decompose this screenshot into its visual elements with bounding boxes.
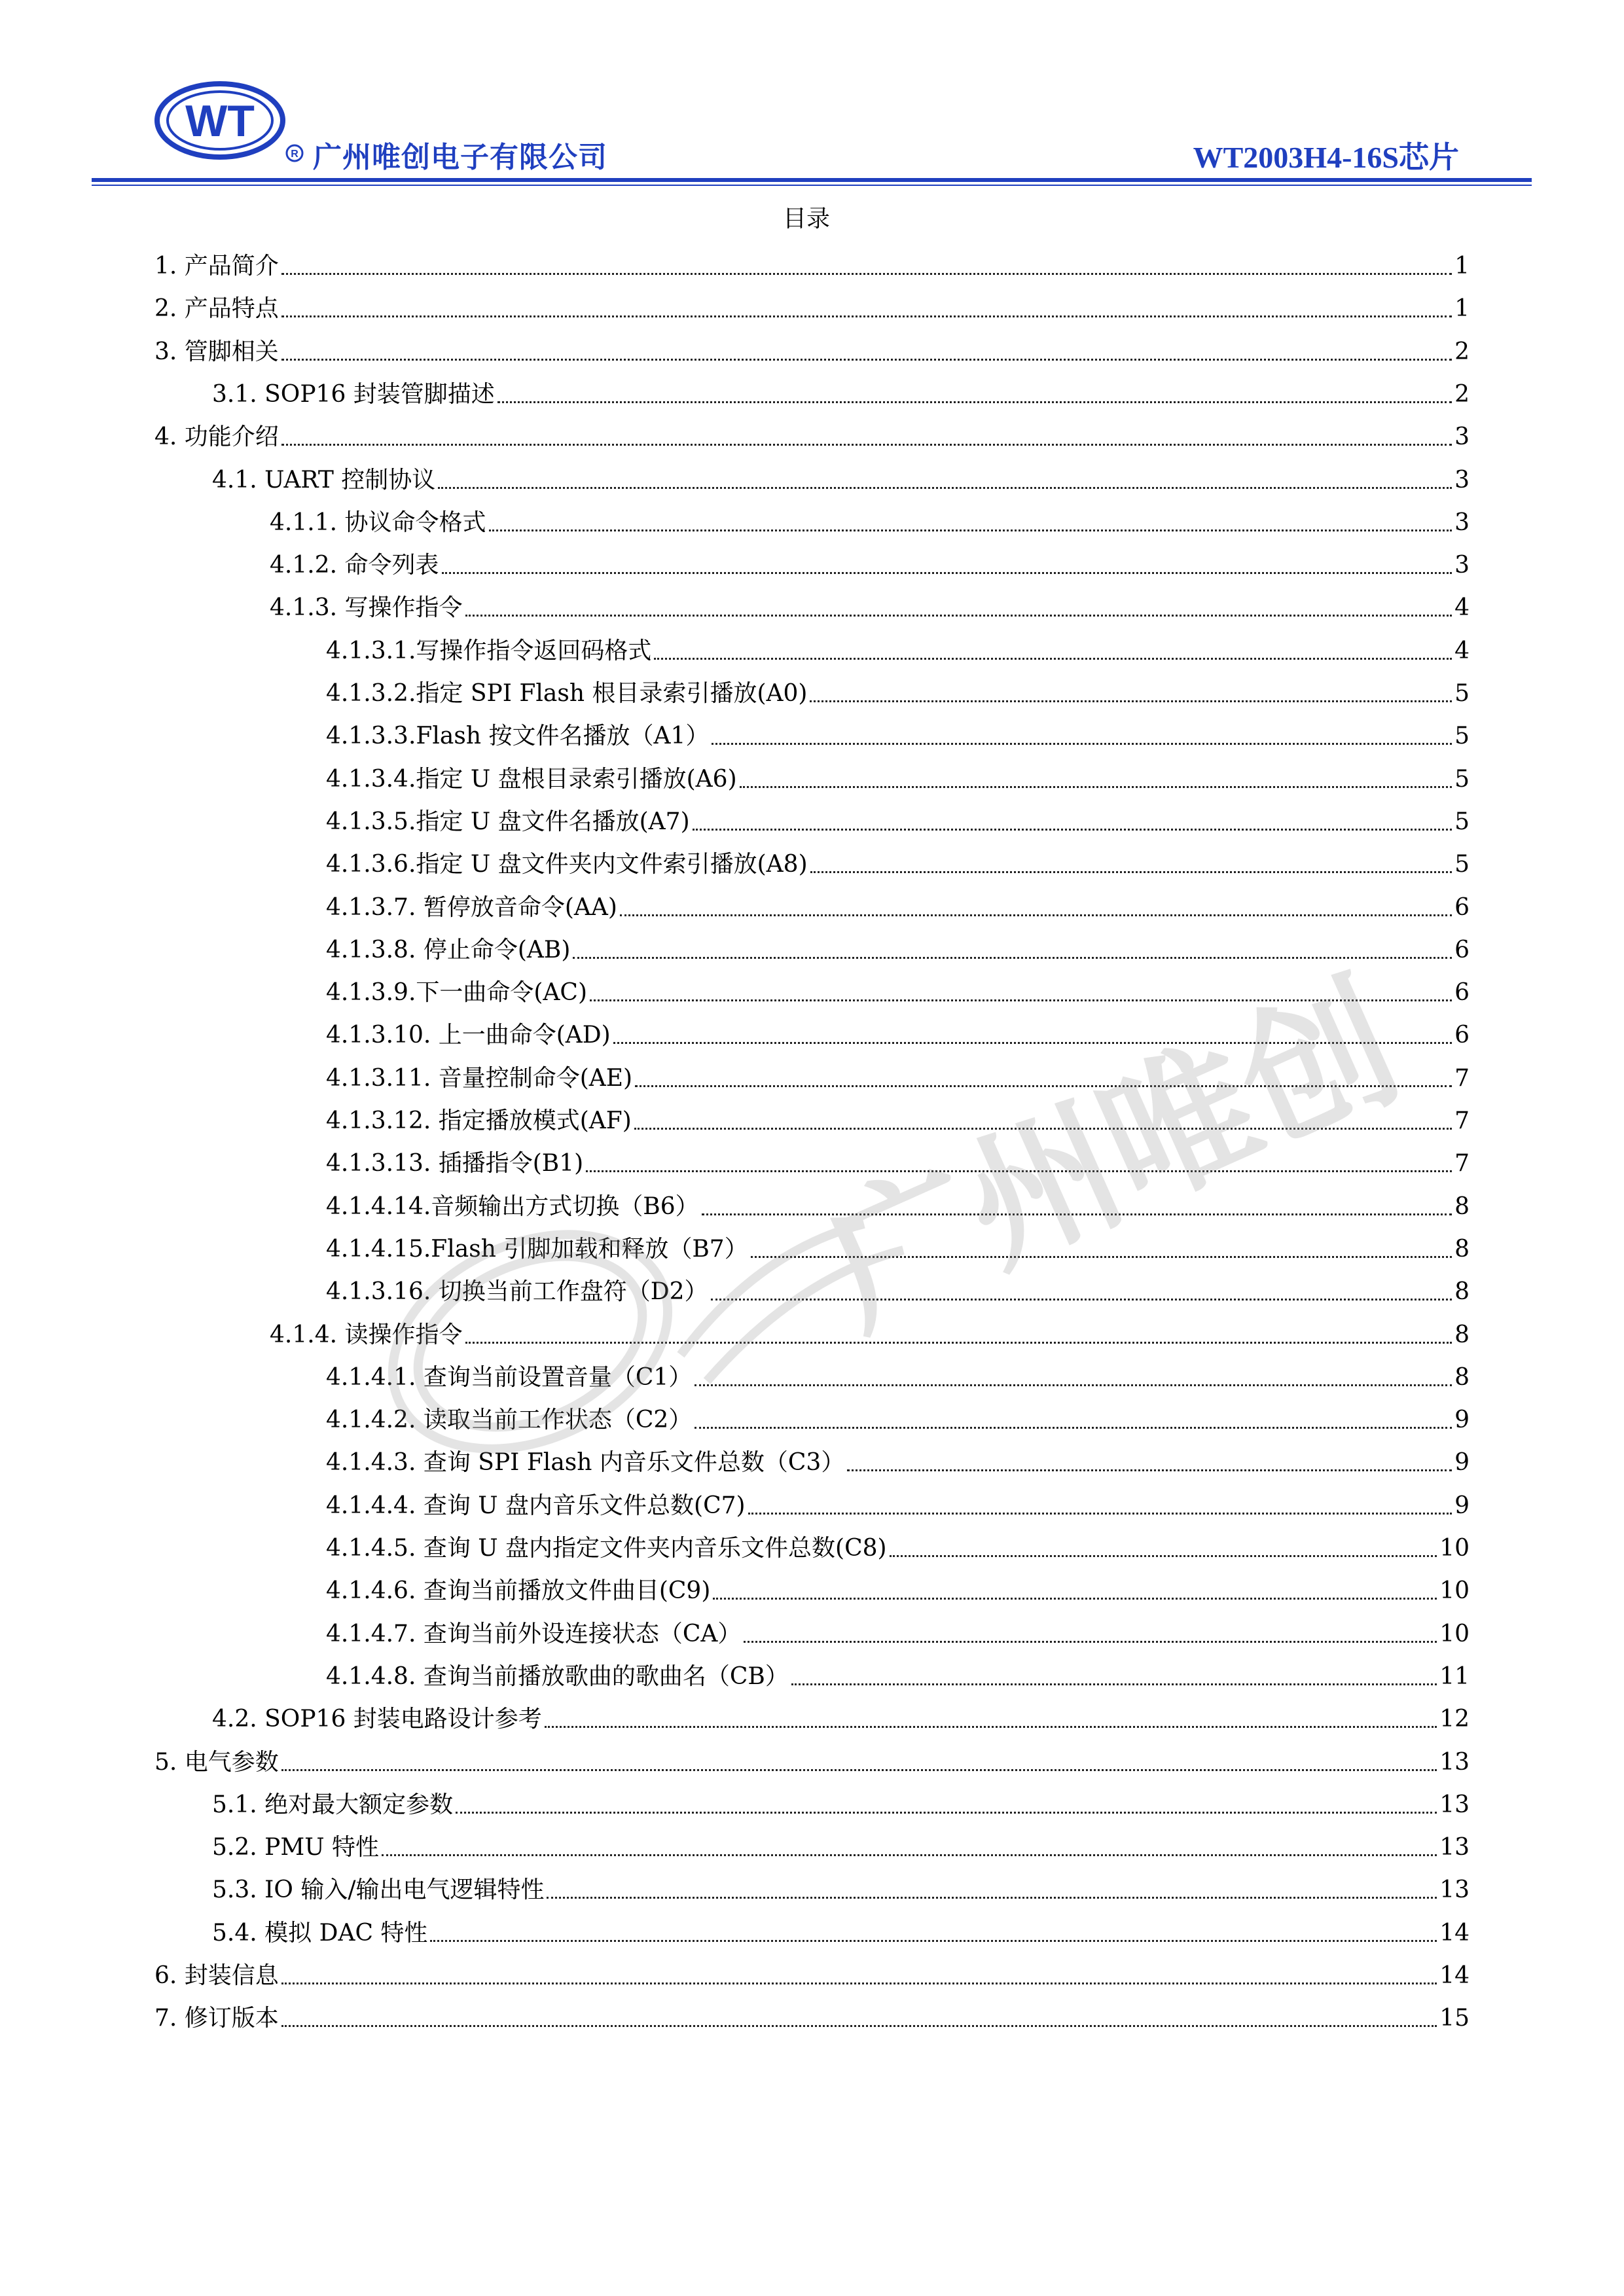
toc-dot-leader <box>442 572 1453 574</box>
toc-entry[interactable] <box>0 798 1470 837</box>
toc-dot-leader <box>281 315 1452 317</box>
toc-entry[interactable] <box>0 627 1470 666</box>
toc-dot-leader <box>613 1042 1452 1044</box>
toc-entry-page-number: 5 <box>1454 851 1470 878</box>
toc-entry-label: 4.1.3.10. 上一曲命令(AD) <box>326 1022 611 1049</box>
toc-entry[interactable] <box>0 1139 1470 1179</box>
toc-entry[interactable] <box>0 1011 1470 1050</box>
toc-entry[interactable] <box>0 884 1470 923</box>
toc-entry[interactable] <box>0 1994 1470 2034</box>
toc-entry-label: 4.1.3.12. 指定播放模式(AF) <box>326 1107 632 1134</box>
toc-dot-leader <box>791 1683 1437 1685</box>
toc-entry-page-number: 2 <box>1454 338 1470 365</box>
toc-dot-leader <box>693 829 1452 831</box>
toc-dot-leader <box>620 914 1452 916</box>
toc-entry-page-number: 10 <box>1439 1621 1470 1647</box>
toc-entry[interactable] <box>0 456 1470 495</box>
toc-entry-page-number: 8 <box>1454 1364 1470 1391</box>
company-name: 广州唯创电子有限公司 <box>313 141 607 174</box>
toc-entry-page-number: 11 <box>1439 1663 1470 1690</box>
toc-entry[interactable] <box>0 242 1470 281</box>
toc-entry[interactable] <box>0 755 1470 795</box>
toc-entry-page-number: 13 <box>1439 1791 1470 1818</box>
toc-entry[interactable] <box>0 1823 1470 1863</box>
toc-dot-leader <box>545 1726 1437 1728</box>
toc-entry-label: 5. 电气参数 <box>154 1749 279 1776</box>
toc-entry[interactable] <box>0 1439 1470 1478</box>
toc-dot-leader <box>744 1641 1437 1643</box>
toc-entry-label: 4.1.4.7. 查询当前外设连接状态（CA） <box>326 1621 742 1647</box>
toc-entry[interactable] <box>0 499 1470 538</box>
toc-entry-label: 4.1.3.4.指定 U 盘根目录索引播放(A6) <box>326 766 737 793</box>
toc-entry-label: 4.1.3.8. 停止命令(AB) <box>326 937 571 963</box>
toc-entry-label: 4.1. UART 控制协议 <box>212 467 436 493</box>
toc-entry-label: 5.1. 绝对最大额定参数 <box>212 1791 454 1818</box>
toc-entry[interactable] <box>0 1695 1470 1734</box>
toc-entry-page-number: 6 <box>1454 979 1470 1006</box>
toc-dot-leader <box>751 1256 1452 1258</box>
toc-entry[interactable] <box>0 1482 1470 1521</box>
toc-entry-label: 1. 产品简介 <box>154 253 279 279</box>
toc-dot-leader <box>465 1342 1453 1344</box>
toc-dot-leader <box>281 444 1452 446</box>
toc-entry[interactable] <box>0 1183 1470 1222</box>
toc-dot-leader <box>702 1213 1452 1215</box>
svg-text:广州唯创: 广州唯创 <box>801 954 1423 1360</box>
toc-dot-leader <box>711 1299 1453 1300</box>
toc-dot-leader <box>497 401 1452 403</box>
toc-entry-label: 4.1.4.8. 查询当前播放歌曲的歌曲名（CB） <box>326 1663 789 1690</box>
toc-entry-page-number: 7 <box>1454 1150 1470 1177</box>
toc-entry-page-number: 1 <box>1454 253 1470 279</box>
toc-dot-leader <box>635 1085 1452 1087</box>
toc-dot-leader <box>590 999 1452 1001</box>
toc-entry-label: 4.1.4.1. 查询当前设置音量（C1） <box>326 1364 693 1391</box>
chip-model: WT2003H4-16S芯片 <box>1193 141 1459 174</box>
toc-entry[interactable] <box>0 969 1470 1008</box>
toc-dot-leader <box>281 1982 1437 1984</box>
toc-entry[interactable] <box>0 1054 1470 1094</box>
toc-entry-page-number: 6 <box>1454 894 1470 921</box>
toc-entry-label: 4.1.4.2. 读取当前工作状态（C2） <box>326 1407 693 1433</box>
toc-entry[interactable] <box>0 1909 1470 1948</box>
toc-entry[interactable] <box>0 712 1470 751</box>
toc-dot-leader <box>634 1128 1452 1130</box>
toc-entry-page-number: 5 <box>1454 808 1470 835</box>
toc-entry-label: 4.1.3.7. 暂停放音命令(AA) <box>326 894 617 921</box>
toc-dot-leader <box>547 1897 1437 1899</box>
toc-entry-page-number: 5 <box>1454 680 1470 707</box>
toc-dot-leader <box>810 700 1452 702</box>
toc-dot-leader <box>573 957 1452 959</box>
toc-entry[interactable] <box>0 1225 1470 1265</box>
toc-dot-leader <box>810 871 1452 873</box>
page-header <box>0 0 1624 196</box>
toc-entry-page-number: 4 <box>1454 637 1470 664</box>
toc-dot-leader <box>847 1469 1452 1471</box>
toc-entry-page-number: 1 <box>1454 295 1470 322</box>
toc-entry[interactable] <box>0 670 1470 709</box>
toc-entry-page-number: 10 <box>1439 1577 1470 1604</box>
toc-entry-label: 4. 功能介绍 <box>154 423 279 450</box>
toc-dot-leader <box>430 1940 1437 1942</box>
toc-entry-page-number: 8 <box>1454 1321 1470 1348</box>
toc-entry-label: 5.4. 模拟 DAC 特性 <box>212 1920 428 1946</box>
toc-entry-label: 4.1.3.5.指定 U 盘文件名播放(A7) <box>326 808 690 835</box>
toc-entry-label: 4.1.4.4. 查询 U 盘内音乐文件总数(C7) <box>326 1492 746 1519</box>
toc-entry-label: 4.1.3.2.指定 SPI Flash 根目录索引播放(A0) <box>326 680 808 707</box>
toc-entry-label: 4.1.2. 命令列表 <box>270 552 439 579</box>
toc-entry-label: 4.1.4. 读操作指令 <box>270 1321 463 1348</box>
toc-entry-page-number: 8 <box>1454 1278 1470 1305</box>
toc-entry[interactable] <box>0 1524 1470 1564</box>
toc-entry-label: 4.1.3.13. 插播指令(B1) <box>326 1150 584 1177</box>
toc-entry-label: 4.1.3.3.Flash 按文件名播放（A1） <box>326 723 710 749</box>
toc-entry[interactable] <box>0 1311 1470 1350</box>
header-rule-thin <box>92 185 1532 186</box>
toc-entry-label: 4.1.4.3. 查询 SPI Flash 内音乐文件总数（C3） <box>326 1449 845 1476</box>
toc-entry-label: 4.1.4.5. 查询 U 盘内指定文件夹内音乐文件总数(C8) <box>326 1535 887 1562</box>
header-rule <box>92 178 1532 182</box>
toc-dot-leader <box>456 1812 1437 1814</box>
toc-entry[interactable] <box>0 1952 1470 1991</box>
toc-dot-leader <box>586 1170 1452 1172</box>
toc-dot-leader <box>713 1598 1437 1600</box>
toc-entry[interactable] <box>0 1396 1470 1435</box>
toc-dot-leader <box>654 658 1452 660</box>
toc-entry-page-number: 8 <box>1454 1193 1470 1220</box>
toc-entry-page-number: 3 <box>1454 423 1470 450</box>
toc-entry-label: 4.1.4.15.Flash 引脚加载和释放（B7） <box>326 1236 748 1263</box>
toc-entry[interactable] <box>0 1738 1470 1778</box>
toc-entry-page-number: 9 <box>1454 1492 1470 1519</box>
toc-entry[interactable] <box>0 1781 1470 1820</box>
toc-dot-leader <box>281 1769 1437 1771</box>
toc-entry-page-number: 13 <box>1439 1876 1470 1903</box>
toc-dot-leader <box>281 273 1452 275</box>
toc-entry-label: 4.1.3.6.指定 U 盘文件夹内文件索引播放(A8) <box>326 851 808 878</box>
toc-entry-page-number: 12 <box>1439 1706 1470 1732</box>
toc-entry-page-number: 6 <box>1454 1022 1470 1049</box>
toc-dot-leader <box>748 1513 1452 1515</box>
toc-entry-label: 4.2. SOP16 封装电路设计参考 <box>212 1706 542 1732</box>
toc-entry-label: 5.2. PMU 特性 <box>212 1834 380 1861</box>
toc-entry-page-number: 4 <box>1454 594 1470 621</box>
toc-entry-page-number: 2 <box>1454 381 1470 408</box>
toc-entry-label: 6. 封装信息 <box>154 1962 279 1989</box>
toc-entry-page-number: 13 <box>1439 1749 1470 1776</box>
toc-entry[interactable] <box>0 1567 1470 1606</box>
toc-entry-page-number: 3 <box>1454 509 1470 536</box>
toc-entry[interactable] <box>0 1866 1470 1905</box>
toc-entry[interactable] <box>0 285 1470 324</box>
toc-entry-page-number: 7 <box>1454 1065 1470 1092</box>
toc-entry-page-number: 14 <box>1439 1920 1470 1946</box>
toc-entry[interactable] <box>0 1354 1470 1393</box>
toc-entry-page-number: 15 <box>1439 2005 1470 2032</box>
toc-dot-leader <box>489 529 1453 531</box>
toc-entry-page-number: 13 <box>1439 1834 1470 1861</box>
toc-entry-label: 4.1.3.11. 音量控制命令(AE) <box>326 1065 633 1092</box>
toc-entry-label: 4.1.4.14.音频输出方式切换（B6） <box>326 1193 699 1220</box>
toc-entry-label: 4.1.3.16. 切换当前工作盘符（D2） <box>326 1278 708 1305</box>
toc-entry-page-number: 5 <box>1454 723 1470 749</box>
toc-entry-page-number: 6 <box>1454 937 1470 963</box>
toc-entry[interactable] <box>0 370 1470 410</box>
toc-entry[interactable] <box>0 926 1470 965</box>
toc-dot-leader <box>281 2025 1437 2027</box>
toc-dot-leader <box>712 743 1452 745</box>
toc-entry-label: 5.3. IO 输入/输出电气逻辑特性 <box>212 1876 545 1903</box>
toc-entry[interactable] <box>0 413 1470 452</box>
toc-entry[interactable] <box>0 328 1470 367</box>
toc-entry[interactable] <box>0 584 1470 623</box>
toc-entry-page-number: 8 <box>1454 1236 1470 1263</box>
toc-entry-label: 4.1.3.1.写操作指令返回码格式 <box>326 637 652 664</box>
toc-entry-label: 4.1.3. 写操作指令 <box>270 594 463 621</box>
toc-entry-label: 7. 修订版本 <box>154 2005 279 2032</box>
toc-entry-page-number: 7 <box>1454 1107 1470 1134</box>
company-logo <box>154 77 312 169</box>
toc-entry-label: 3. 管脚相关 <box>154 338 279 365</box>
svg-text:R: R <box>291 149 298 160</box>
toc-entry-label: 4.1.1. 协议命令格式 <box>270 509 486 536</box>
toc-entry[interactable] <box>0 1097 1470 1136</box>
toc-entry-page-number: 14 <box>1439 1962 1470 1989</box>
toc-entry-page-number: 9 <box>1454 1449 1470 1476</box>
toc-entry-page-number: 9 <box>1454 1407 1470 1433</box>
toc-entry-page-number: 10 <box>1439 1535 1470 1562</box>
toc-entry-page-number: 3 <box>1454 467 1470 493</box>
toc-entry-label: 4.1.4.6. 查询当前播放文件曲目(C9) <box>326 1577 711 1604</box>
toc-entry-label: 2. 产品特点 <box>154 295 279 322</box>
toc-dot-leader <box>465 615 1453 617</box>
toc-entry[interactable] <box>0 541 1470 581</box>
toc-dot-leader <box>382 1854 1437 1856</box>
toc-entry[interactable] <box>0 1610 1470 1649</box>
toc-dot-leader <box>890 1555 1437 1557</box>
toc-entry-label: 3.1. SOP16 封装管脚描述 <box>212 381 495 408</box>
logo-text: WT <box>185 96 255 146</box>
toc-dot-leader <box>695 1384 1452 1386</box>
toc-dot-leader <box>281 359 1452 361</box>
toc-entry-label: 4.1.3.9.下一曲命令(AC) <box>326 979 588 1006</box>
toc-dot-leader <box>740 786 1452 788</box>
toc-title: 目录 <box>783 206 831 232</box>
toc-entry[interactable] <box>0 1653 1470 1692</box>
toc-entry-page-number: 5 <box>1454 766 1470 793</box>
toc-dot-leader <box>695 1427 1452 1429</box>
toc-entry-page-number: 3 <box>1454 552 1470 579</box>
toc-dot-leader <box>438 487 1452 489</box>
toc-entry[interactable] <box>0 1268 1470 1307</box>
toc-entry[interactable] <box>0 840 1470 880</box>
